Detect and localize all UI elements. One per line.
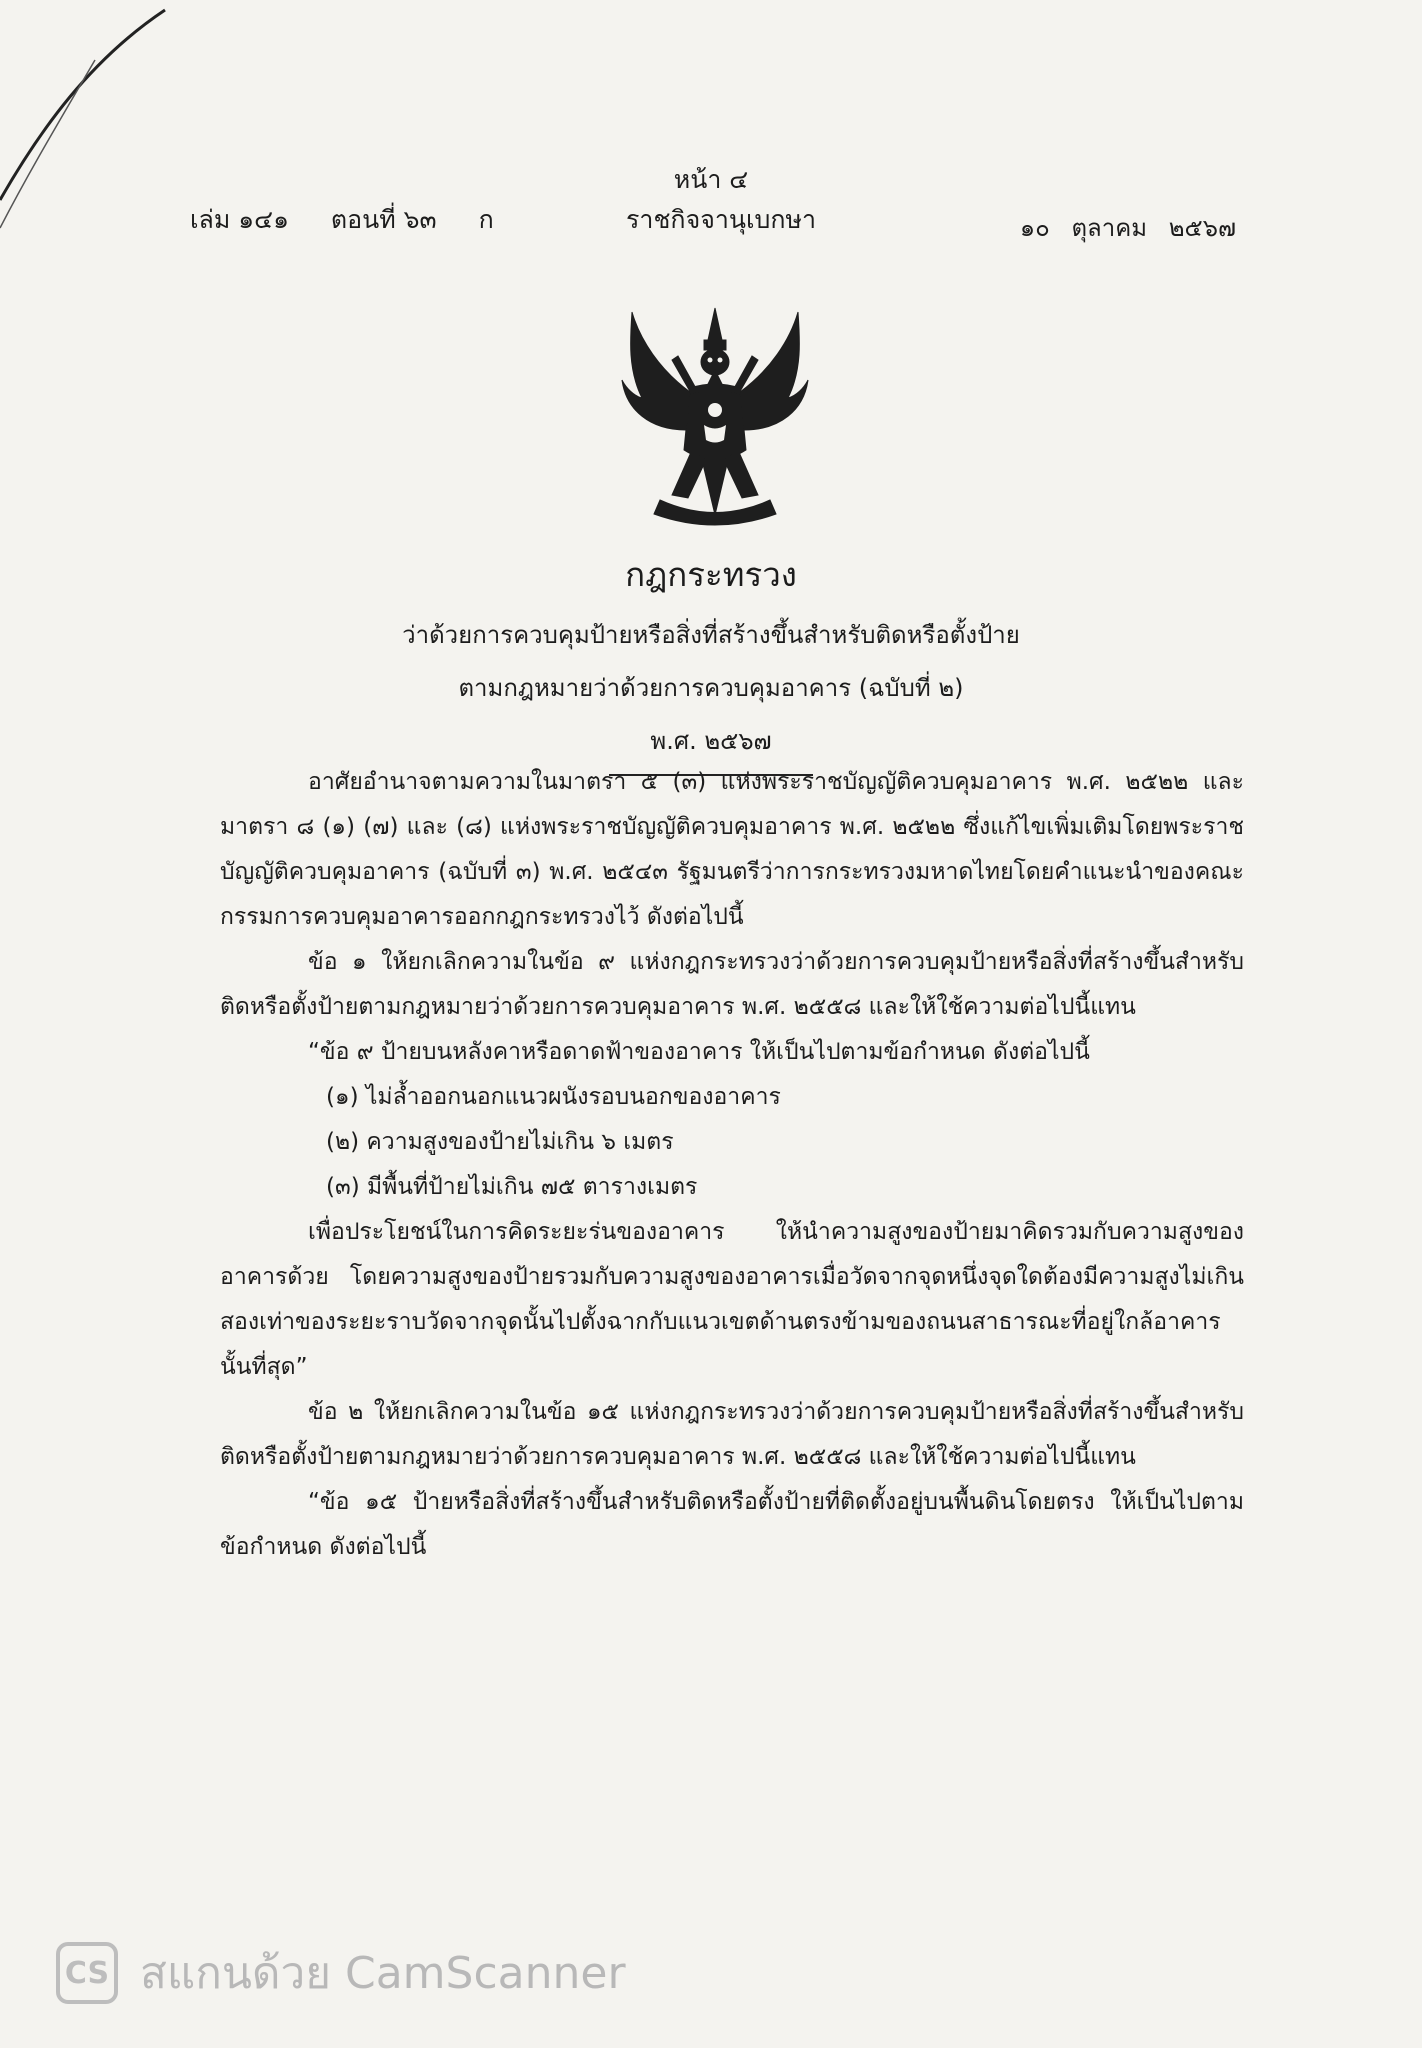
regulation-title-block — [0, 548, 1422, 776]
preamble-paragraph: อาศัยอำนาจตามความในมาตรา ๕ (๓) แห่งพระราชบัญญัติควบคุมอาคาร พ.ศ. ๒๕๒๒ และมาตรา ๘ (๑) (๗) และ (๘) แห่งพระราชบัญญัติควบคุมอาคาร พ.ศ. ๒๕๒๒ ซึ่งแก้ไขเพิ่มเติมโดยพระราชบัญญัติควบคุมอาคาร (ฉบับที่ ๓) พ.ศ. ๒๕๔๓ รัฐมนตรีว่าการกระทรวงมหาดไทยโดยคำแนะนำของคณะกรรมการควบคุมอาคารออกกฎกระทรวงไว้ ดังต่อไปนี้ — [220, 769, 1244, 930]
clause-1-item-2: (๒) ความสูงของป้ายไม่เกิน ๖ เมตร — [326, 1129, 674, 1155]
publication-date — [1006, 208, 1236, 247]
clause-2-quote: “ข้อ ๑๕ ป้ายหรือสิ่งที่สร้างขึ้นสำหรับติดหรือตั้งป้ายที่ติดตั้งอยู่บนพื้นดินโดยตรง ให้เป็นไปตามข้อกำหนด ดังต่อไปนี้ — [220, 1489, 1244, 1560]
section-label: ก — [478, 205, 494, 234]
publication-name: ราชกิจจานุเบกษา — [626, 205, 817, 234]
gazette-header — [0, 0, 1422, 260]
watermark-text: สแกนด้วย CamScanner — [140, 1948, 626, 1999]
camscanner-logo-icon: CS — [56, 1942, 118, 2004]
clause-1-paragraph: เพื่อประโยชน์ในการคิดระยะร่นของอาคาร ให้นำความสูงของป้ายมาคิดรวมกับความสูงของอาคารด้วย โดยความสูงของป้ายรวมกับความสูงของอาคารเมื่อวัดจากจุดหนึ่งจุดใดต้องมีความสูงไม่เกินสองเท่าของระยะราบวัดจากจุดนั้นไปตั้งฉากกับแนวเขตด้านตรงข้ามของถนนสาธารณะที่อยู่ใกล้อาคารนั้นที่สุด” — [220, 1219, 1244, 1380]
date-month: ตุลาคม — [1071, 214, 1148, 242]
regulation-title: กฎกระทรวง — [625, 555, 797, 594]
regulation-year: พ.ศ. ๒๕๖๗ — [650, 727, 772, 755]
volume-label: เล่ม ๑๔๑ — [190, 205, 289, 234]
clause-1-item-3: (๓) มีพื้นที่ป้ายไม่เกิน ๗๕ ตารางเมตร — [326, 1174, 698, 1200]
page-number: หน้า ๔ — [673, 165, 749, 194]
date-day: ๑๐ — [1019, 214, 1050, 242]
regulation-subtitle-1: ว่าด้วยการควบคุมป้ายหรือสิ่งที่สร้างขึ้นสำหรับติดหรือตั้งป้าย — [402, 621, 1020, 649]
camscanner-watermark — [56, 1938, 626, 2008]
clause-1-item-1: (๑) ไม่ล้ำออกนอกแนวผนังรอบนอกของอาคาร — [326, 1084, 781, 1110]
clause-2: ข้อ ๒ ให้ยกเลิกความในข้อ ๑๕ แห่งกฎกระทรวงว่าด้วยการควบคุมป้ายหรือสิ่งที่สร้างขึ้นสำหรับติดหรือตั้งป้ายตามกฎหมายว่าด้วยการควบคุมอาคาร พ.ศ. ๒๕๕๘ และให้ใช้ความต่อไปนี้แทน — [220, 1399, 1244, 1470]
date-year: ๒๕๖๗ — [1168, 214, 1236, 242]
garuda-emblem-icon — [620, 300, 810, 530]
clause-1: ข้อ ๑ ให้ยกเลิกความในข้อ ๙ แห่งกฎกระทรวงว่าด้วยการควบคุมป้ายหรือสิ่งที่สร้างขึ้นสำหรับติดหรือตั้งป้ายตามกฎหมายว่าด้วยการควบคุมอาคาร พ.ศ. ๒๕๕๘ และให้ใช้ความต่อไปนี้แทน — [220, 949, 1244, 1020]
regulation-subtitle-2: ตามกฎหมายว่าด้วยการควบคุมอาคาร (ฉบับที่ ๒) — [458, 674, 964, 702]
regulation-body — [220, 760, 1244, 1570]
gazette-reference — [190, 200, 528, 240]
clause-1-quote: “ข้อ ๙ ป้ายบนหลังคาหรือดาดฟ้าของอาคาร ให้เป็นไปตามข้อกำหนด ดังต่อไปนี้ — [308, 1039, 1090, 1065]
issue-label: ตอนที่ ๖๓ — [330, 205, 437, 234]
